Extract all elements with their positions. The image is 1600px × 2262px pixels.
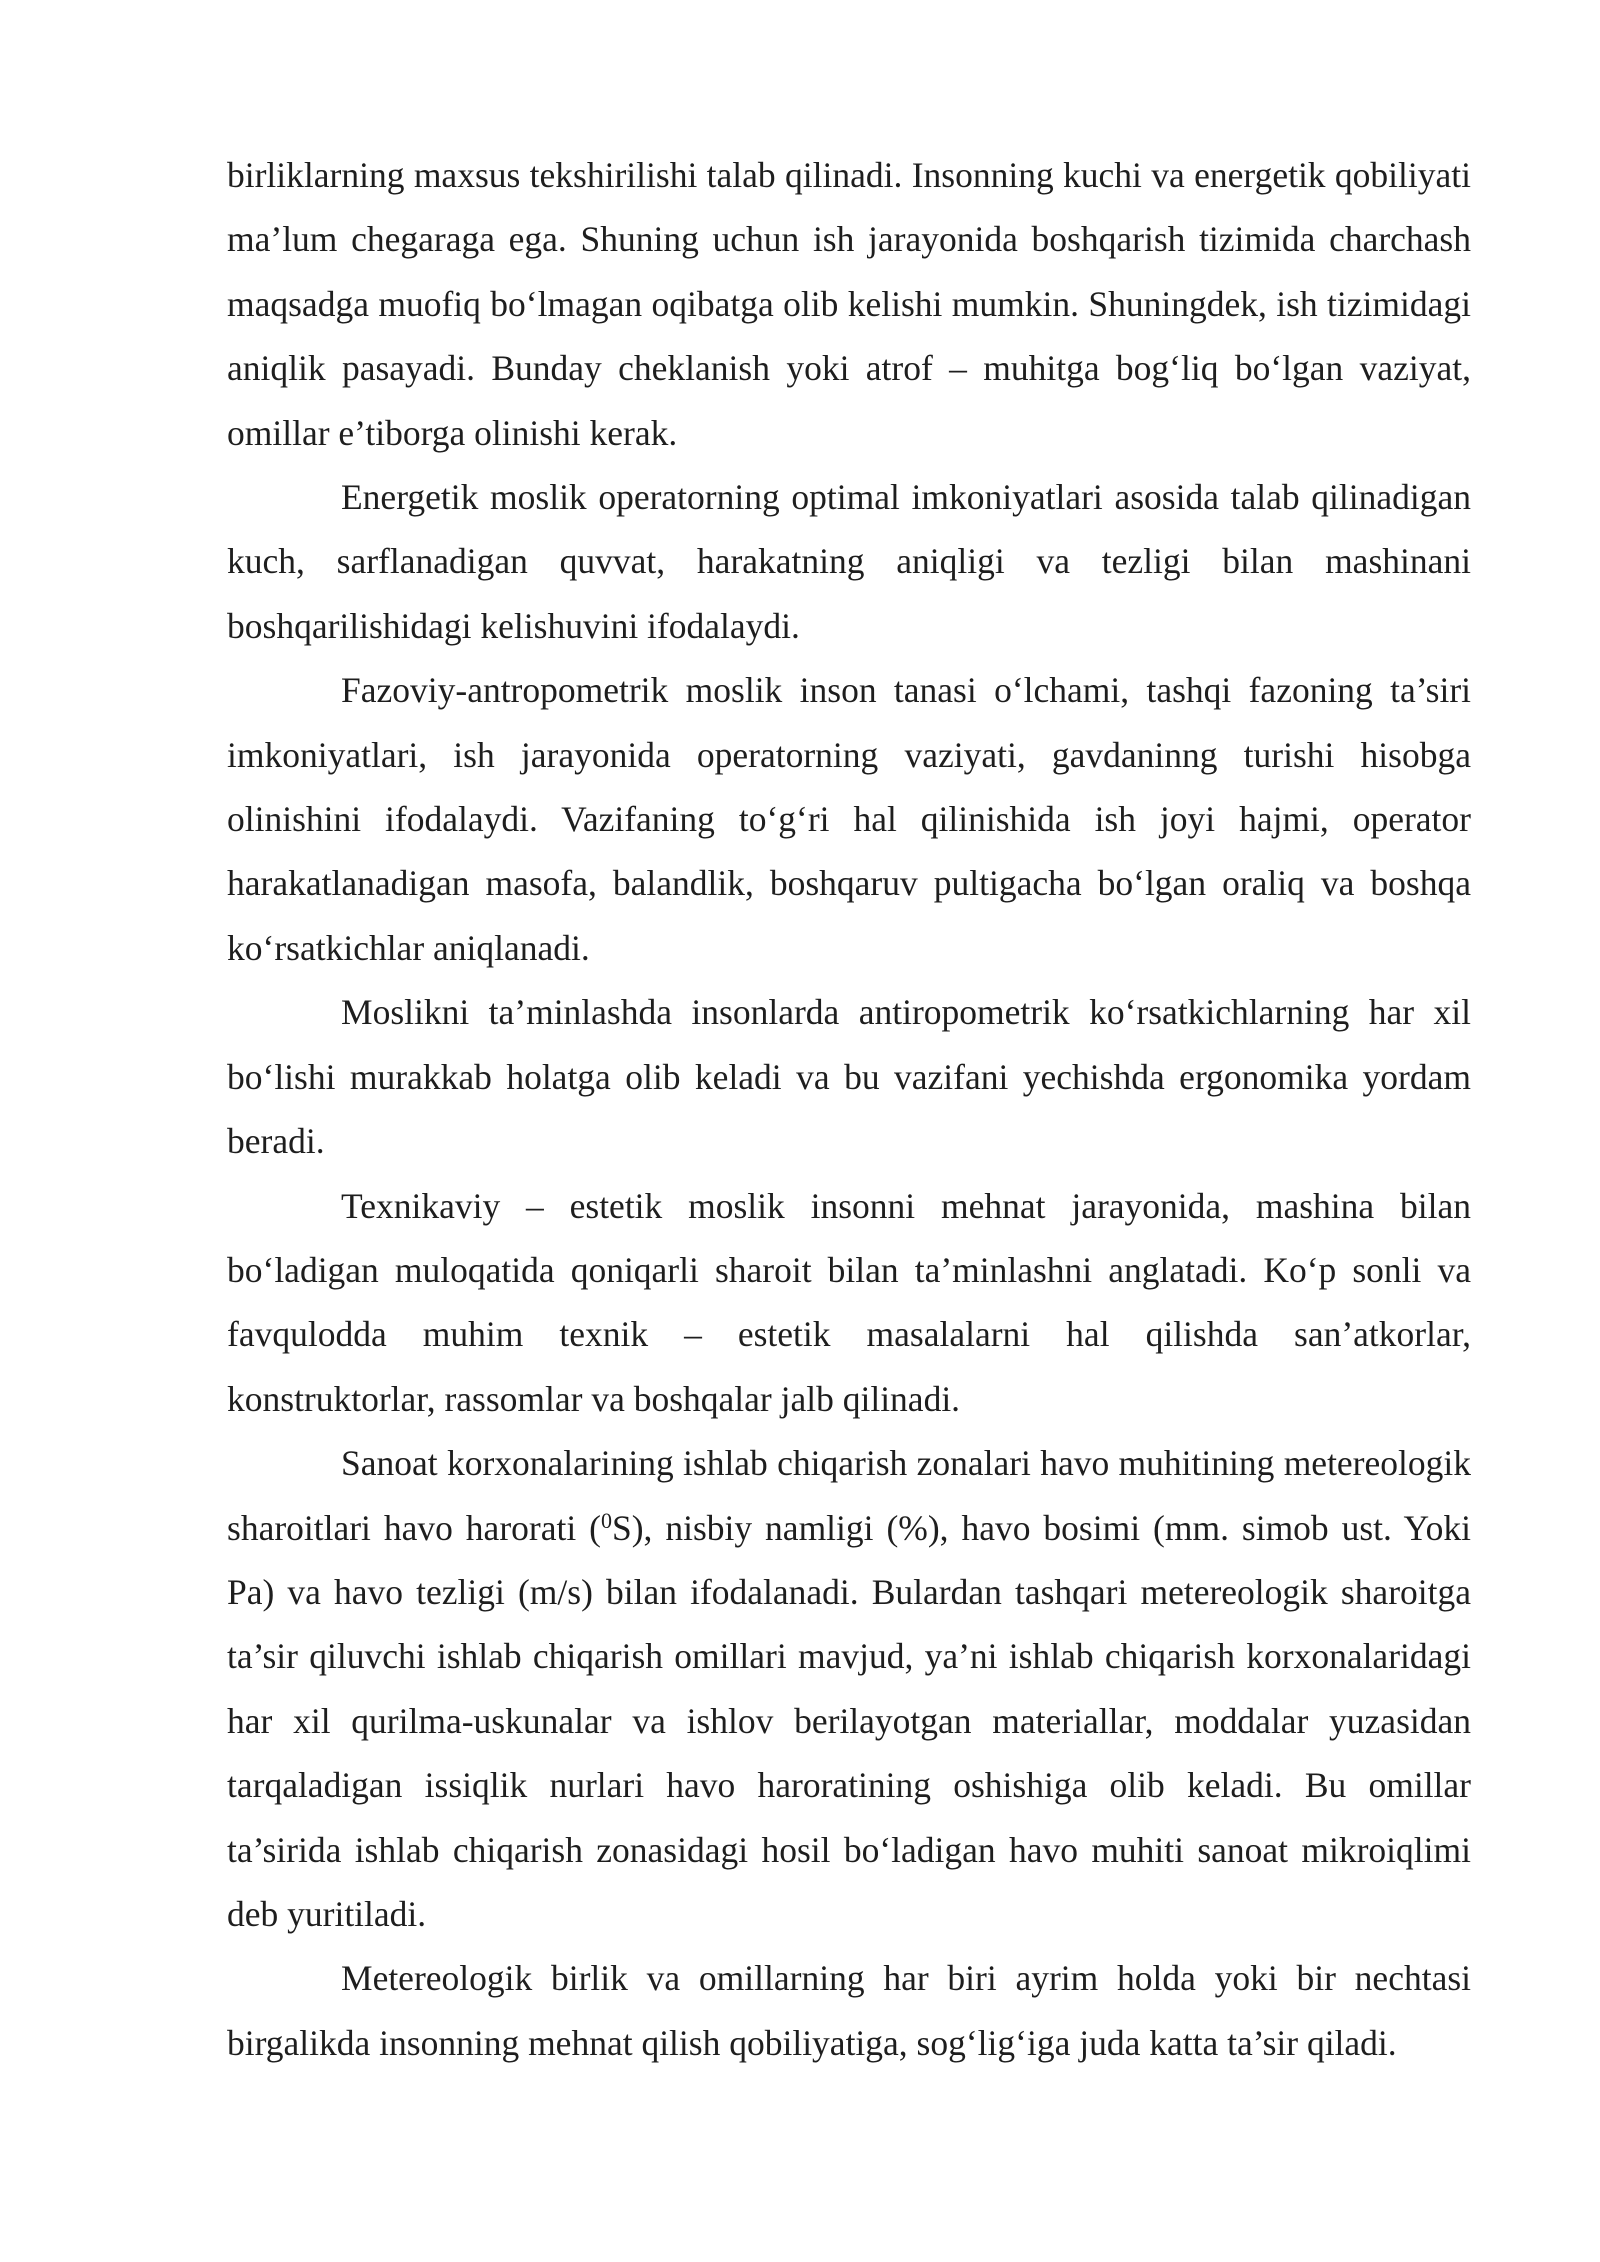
paragraph-text: Moslikni ta’minlashda insonlarda antiropometrik ko‘rsatkichlarning har xil bo‘lishi murakkab holatga olib keladi va bu vazifani yechishda ergonomika yordam beradi. bbox=[227, 992, 1471, 1162]
paragraph bbox=[227, 1431, 1471, 1946]
paragraph bbox=[227, 1174, 1471, 1432]
superscript-text: 0 bbox=[600, 1507, 612, 1533]
paragraph-text: S), nisbiy namligi (%), havo bosimi (mm. simob ust. Yoki Pa) va havo tezligi (m/s) bilan ifodalanadi. Bulardan tashqari metereologik sharoitga ta’sir qiluvchi ishlab chiqarish omillari mavjud, ya’ni ishlab chiqarish korxonalaridagi har xil qurilma-uskunalar va ishlov berilayotgan materiallar, moddalar yuzasidan tarqaladigan issiqlik nurlari havo haroratining oshishiga olib keladi. Bu omillar ta’sirida ishlab chiqarish zonasidagi hosil bo‘ladigan havo muhiti sanoat mikroiqlimi deb yuritiladi. bbox=[227, 1507, 1471, 1934]
paragraph bbox=[227, 143, 1471, 465]
document-body bbox=[227, 143, 1471, 2075]
paragraph bbox=[227, 465, 1471, 658]
paragraph-text: Energetik moslik operatorning optimal imkoniyatlari asosida talab qilinadigan kuch, sarflanadigan quvvat, harakatning aniqligi va tezligi bilan mashinani boshqarilishidagi kelishuvini ifodalaydi. bbox=[227, 477, 1471, 646]
paragraph-text: Texnikaviy – estetik moslik insonni mehnat jarayonida, mashina bilan bo‘ladigan muloqatida qoniqarli sharoit bilan ta’minlashni anglatadi. Ko‘p sonli va favqulodda muhim texnik – estetik masalalarni hal qilishda san’atkorlar, konstruktorlar, rassomlar va boshqalar jalb qilinadi. bbox=[227, 1185, 1471, 1419]
paragraph bbox=[227, 1946, 1471, 2075]
paragraph-text: Fazoviy-antropometrik moslik inson tanasi o‘lchami, tashqi fazoning ta’siri imkoniyatlari, ish jarayonida operatorning vaziyati, gavdaninng turishi hisobga olinishini ifodalaydi. Vazifaning to‘g‘ri hal qilinishida ish joyi hajmi, operator harakatlanadigan masofa, balandlik, boshqaruv pultigacha bo‘lgan oraliq va boshqa ko‘rsatkichlar aniqlanadi. bbox=[227, 670, 1471, 968]
paragraph bbox=[227, 980, 1471, 1173]
paragraph-text: Sanoat korxonalarining ishlab chiqarish zonalari havo muhitining metereologik sharoitlari havo harorati ( bbox=[227, 1443, 1471, 1548]
paragraph-text: Metereologik birlik va omillarning har biri ayrim holda yoki bir nechtasi birgalikda insonning mehnat qilish qobiliyatiga, sog‘lig‘iga juda katta ta’sir qiladi. bbox=[227, 1958, 1471, 2063]
paragraph-text: birliklarning maxsus tekshirilishi talab qilinadi. Insonning kuchi va energetik qobiliyati ma’lum chegaraga ega. Shuning uchun ish jarayonida boshqarish tizimida charchash maqsadga muofiq bo‘lmagan oqibatga olib kelishi mumkin. Shuningdek, ish tizimidagi aniqlik pasayadi. Bunday cheklanish yoki atrof – muhitga bog‘liq bo‘lgan vaziyat, omillar e’tiborga olinishi kerak. bbox=[227, 155, 1471, 453]
paragraph bbox=[227, 658, 1471, 980]
